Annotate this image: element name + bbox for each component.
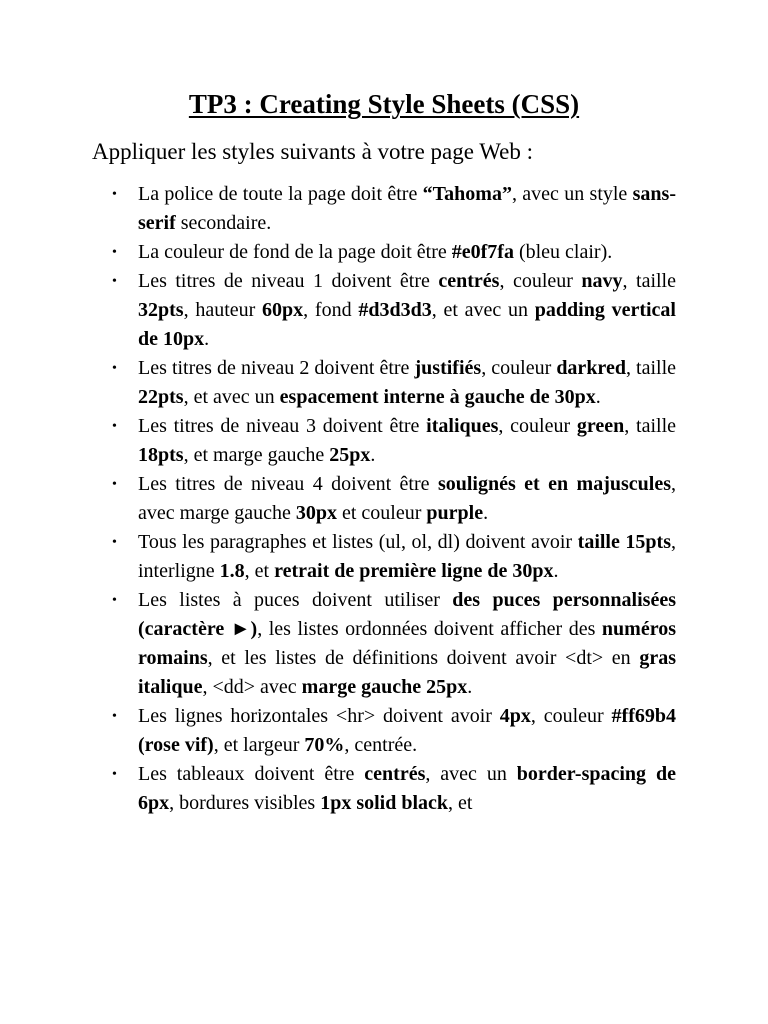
text-segment: , interligne	[138, 531, 676, 582]
bold-text: padding vertical de 10px	[138, 299, 676, 350]
list-item	[112, 238, 676, 267]
list-item	[112, 760, 676, 818]
text-segment: , taille	[622, 270, 676, 292]
bold-text: retrait de première ligne de 30px	[274, 560, 554, 582]
bullet-icon: •	[112, 187, 117, 202]
bold-text: 1.8	[219, 560, 245, 582]
bold-text: 18pts	[138, 444, 184, 466]
bold-text: 70%	[304, 734, 345, 756]
bold-text: #d3d3d3	[358, 299, 432, 321]
bold-text: italiques	[426, 415, 499, 437]
text-segment: , et	[244, 560, 275, 582]
text-segment: et couleur	[337, 502, 427, 524]
text-segment: , et les listes de définitions doivent avoir <dt> en	[207, 647, 640, 669]
text-segment: , et marge gauche	[183, 444, 330, 466]
text-segment: , et avec un	[431, 299, 535, 321]
requirements-list	[112, 180, 677, 818]
bold-text: darkred	[556, 357, 626, 379]
bullet-icon: •	[112, 709, 117, 724]
text-segment: La police de toute la page doit être	[138, 183, 423, 205]
text-segment: , hauteur	[183, 299, 263, 321]
bold-text: navy	[581, 270, 623, 292]
text-segment: , et	[448, 792, 473, 814]
text-segment: , couleur	[498, 415, 577, 437]
list-item	[112, 412, 676, 470]
text-segment: , les listes ordonnées doivent afficher des	[257, 618, 602, 640]
bold-text: soulignés et en majuscules	[437, 473, 671, 495]
text-segment: , et avec un	[183, 386, 280, 408]
text-segment: , avec marge gauche	[138, 473, 676, 524]
list-item	[112, 180, 676, 238]
text-segment: , bordures visibles	[169, 792, 321, 814]
text-segment: , couleur	[481, 357, 557, 379]
bold-text: centrés	[438, 270, 500, 292]
list-item	[112, 354, 677, 412]
text-segment: , taille	[624, 415, 676, 437]
text-segment: , avec un style	[511, 183, 633, 205]
text-segment: , couleur	[499, 270, 582, 292]
text-segment: Les titres de niveau 3 doivent être	[138, 415, 427, 437]
text-segment: , taille	[625, 357, 677, 379]
intro-text: Appliquer les styles suivants à votre page Web :	[92, 139, 534, 164]
text-segment: .	[370, 444, 376, 466]
text-segment: Les lignes horizontales <hr> doivent avoir	[138, 705, 500, 727]
text-segment: .	[467, 676, 473, 698]
bold-text: 22pts	[138, 386, 184, 408]
bold-text: gras italique	[138, 647, 676, 698]
bold-text: green	[576, 415, 625, 437]
text-segment: La couleur de fond de la page doit être	[138, 241, 452, 263]
text-segment: .	[483, 502, 489, 524]
bold-text: #e0f7fa	[451, 241, 514, 263]
page-title: TP3 : Creating Style Sheets (CSS)	[188, 89, 580, 119]
bold-text: numéros romains	[138, 618, 677, 669]
list-item	[112, 470, 676, 528]
text-segment: Tous les paragraphes et listes (ul, ol, dl) doivent avoir	[138, 531, 578, 553]
bullet-icon: •	[112, 274, 117, 289]
bullet-icon: •	[112, 477, 117, 492]
bold-text: des puces personnalisées (caractère ►)	[138, 589, 676, 640]
bold-text: 32pts	[138, 299, 184, 321]
text-segment: , <dd> avec	[202, 676, 302, 698]
text-segment: Les tableaux doivent être	[138, 763, 365, 785]
text-segment: , fond	[303, 299, 359, 321]
text-segment: , et largeur	[213, 734, 305, 756]
bold-text: centrés	[364, 763, 426, 785]
bold-text: purple	[426, 502, 484, 524]
text-segment: .	[553, 560, 559, 582]
text-segment: (bleu clair).	[513, 241, 613, 263]
bold-text: 30px	[295, 502, 337, 524]
list-item	[112, 586, 677, 702]
bullet-icon: •	[112, 593, 117, 608]
bullet-icon: •	[112, 535, 117, 550]
list-item	[112, 267, 676, 354]
text-segment: Les titres de niveau 4 doivent être	[138, 473, 438, 495]
bullet-icon: •	[112, 767, 117, 782]
text-segment: Les titres de niveau 2 doivent être	[138, 357, 415, 379]
bullet-icon: •	[112, 245, 117, 260]
bold-text: sans-serif	[138, 183, 676, 234]
bold-text: “Tahoma”	[422, 183, 512, 205]
bold-text: 25px	[329, 444, 371, 466]
text-segment: Les titres de niveau 1 doivent être	[138, 270, 439, 292]
list-item	[112, 528, 676, 586]
text-segment: , couleur	[530, 705, 612, 727]
bold-text: border-spacing de 6px	[138, 763, 676, 814]
text-segment: .	[595, 386, 601, 408]
bullet-icon: •	[112, 361, 117, 376]
bold-text: justifiés	[414, 357, 482, 379]
list-item	[112, 702, 676, 760]
bold-text: taille 15pts	[577, 531, 671, 553]
bold-text: #ff69b4 (rose vif)	[138, 705, 676, 756]
text-segment: , centrée.	[344, 734, 418, 756]
bold-text: 4px	[499, 705, 531, 727]
bullet-icon: •	[112, 419, 117, 434]
bold-text: 1px solid black	[320, 792, 449, 814]
bold-text: 60px	[262, 299, 304, 321]
bold-text: espacement interne à gauche de 30px	[279, 386, 596, 408]
bold-text: marge gauche 25px	[301, 676, 468, 698]
text-segment: secondaire.	[175, 212, 272, 234]
text-segment: , avec un	[425, 763, 517, 785]
text-segment: Les listes à puces doivent utiliser	[138, 589, 453, 611]
text-segment: .	[204, 328, 210, 350]
